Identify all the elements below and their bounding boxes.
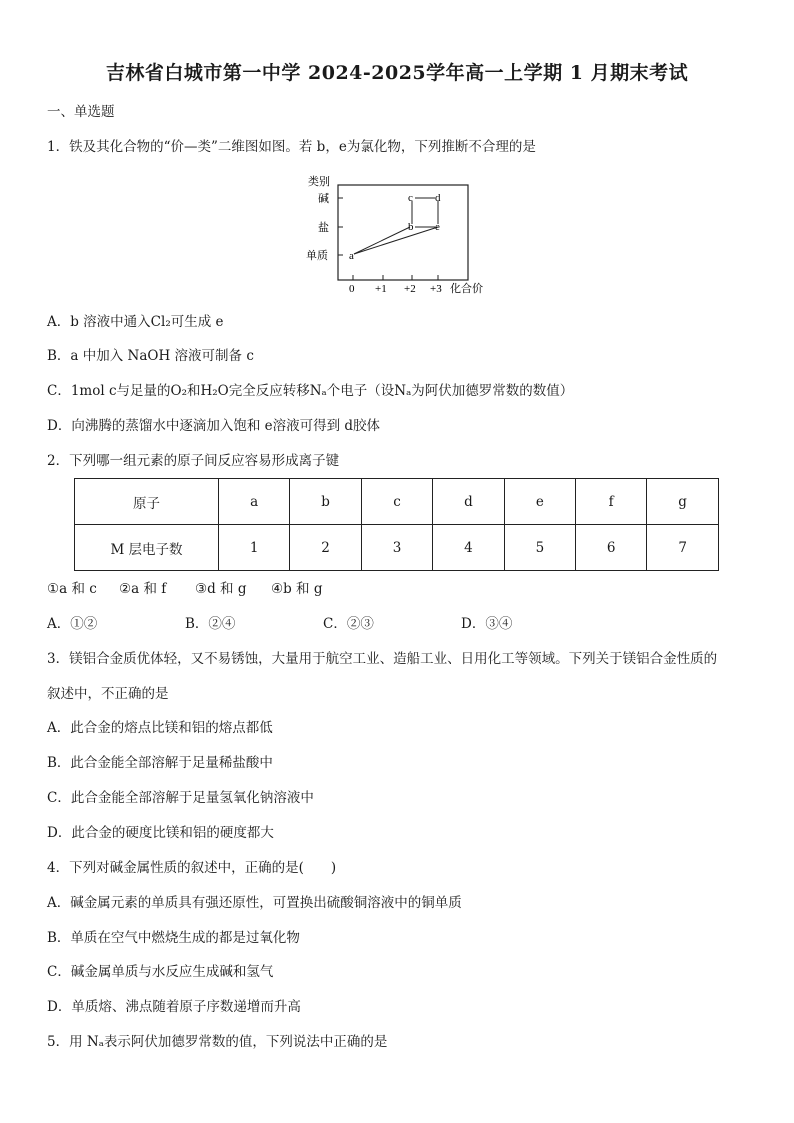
q1-option-a[interactable]: A．b 溶液中通入Cl₂可生成 e <box>47 314 224 330</box>
q1-option-b[interactable]: B．a 中加入 NaOH 溶液可制备 c <box>47 348 254 364</box>
table-cell: M 层电子数 <box>75 525 219 571</box>
y-axis-title: 类别 <box>308 176 330 188</box>
section-heading: 一、单选题 <box>47 104 115 120</box>
point-b: b <box>408 221 414 233</box>
electron-table <box>74 478 719 571</box>
table-cell: g <box>647 479 719 525</box>
diagram-frame <box>338 185 468 280</box>
q2-options <box>47 614 599 634</box>
x-axis-title: 化合价 <box>450 283 483 295</box>
q4-option-c[interactable]: C．碱金属单质与水反应生成碱和氢气 <box>47 964 274 980</box>
table-cell: 5 <box>504 525 575 571</box>
table-cell: 原子 <box>75 479 219 525</box>
q1-option-c[interactable]: C．1mol c与足量的O₂和H₂O完全反应转移Nₐ个电子（设Nₐ为阿伏加德罗常数的数值） <box>47 383 574 399</box>
q3-stem-line1: 3．镁铝合金质优体轻，又不易锈蚀，大量用于航空工业、造船工业、日用化工等领域。下列关于镁铝合金性质的 <box>47 651 718 667</box>
table-header-row <box>75 479 719 525</box>
q5-stem: 5．用 Nₐ表示阿伏加德罗常数的值，下列说法中正确的是 <box>47 1034 388 1050</box>
q1-option-d[interactable]: D．向沸腾的蒸馏水中逐滴加入饱和 e溶液可得到 d胶体 <box>47 418 381 434</box>
q4-option-b[interactable]: B．单质在空气中燃烧生成的都是过氧化物 <box>47 930 300 946</box>
q3-stem-line2: 叙述中，不正确的是 <box>47 686 169 702</box>
q4-option-a[interactable]: A．碱金属元素的单质具有强还原性，可置换出硫酸铜溶液中的铜单质 <box>47 895 462 911</box>
q3-option-b[interactable]: B．此合金能全部溶解于足量稀盐酸中 <box>47 755 273 771</box>
table-cell: c <box>361 479 432 525</box>
table-cell: f <box>576 479 647 525</box>
q2-option-a[interactable]: A．①② <box>47 616 98 632</box>
x-label-plus2: +2 <box>404 283 416 295</box>
table-cell: 3 <box>361 525 432 571</box>
q2-choice-4: ④b 和 g <box>271 581 323 597</box>
table-cell: d <box>433 479 505 525</box>
y-label-element: 单质 <box>306 250 328 262</box>
table-cell: e <box>504 479 575 525</box>
x-label-plus1: +1 <box>375 283 387 295</box>
table-cell: b <box>290 479 362 525</box>
table-cell: 2 <box>290 525 362 571</box>
table-cell: 6 <box>576 525 647 571</box>
q4-option-d[interactable]: D．单质熔、沸点随着原子序数递增而升高 <box>47 999 301 1015</box>
valence-category-diagram <box>290 170 500 300</box>
q2-option-c[interactable]: C．②③ <box>323 616 374 632</box>
q3-option-d[interactable]: D．此合金的硬度比镁和铝的硬度都大 <box>47 825 274 841</box>
q3-option-c[interactable]: C．此合金能全部溶解于足量氢氧化钠溶液中 <box>47 790 314 806</box>
table-cell: a <box>219 479 290 525</box>
q3-option-a[interactable]: A．此合金的熔点比镁和铝的熔点都低 <box>47 720 273 736</box>
q1-stem: 1．铁及其化合物的“价—类”二维图如图。若 b，e为氯化物，下列推断不合理的是 <box>47 139 536 155</box>
q2-choice-2: ②a 和 f <box>119 581 167 597</box>
q4-stem: 4．下列对碱金属性质的叙述中，正确的是( ) <box>47 860 337 876</box>
table-cell: 7 <box>647 525 719 571</box>
point-a: a <box>349 250 354 262</box>
point-d: d <box>435 192 441 204</box>
q2-choices <box>47 579 322 599</box>
line-a-e <box>354 227 438 254</box>
q2-choice-1: ①a 和 c <box>47 581 97 597</box>
line-a-b <box>354 227 410 254</box>
point-c: c <box>408 192 413 204</box>
table-row <box>75 525 719 571</box>
table-cell: 1 <box>219 525 290 571</box>
x-label-plus3: +3 <box>430 283 442 295</box>
q2-choice-3: ③d 和 g <box>195 581 247 597</box>
q2-option-b[interactable]: B．②④ <box>185 616 236 632</box>
table-cell: 4 <box>433 525 505 571</box>
exam-title: 吉林省白城市第一中学 2024-2025学年高一上学期 1 月期末考试 <box>105 62 689 84</box>
point-e: e <box>435 221 440 233</box>
q2-stem: 2．下列哪一组元素的原子间反应容易形成离子键 <box>47 453 340 469</box>
q2-option-d[interactable]: D．③④ <box>461 616 513 632</box>
y-label-salt: 盐 <box>318 222 329 234</box>
y-label-base: 碱 <box>318 193 329 205</box>
x-label-0: 0 <box>349 283 355 295</box>
